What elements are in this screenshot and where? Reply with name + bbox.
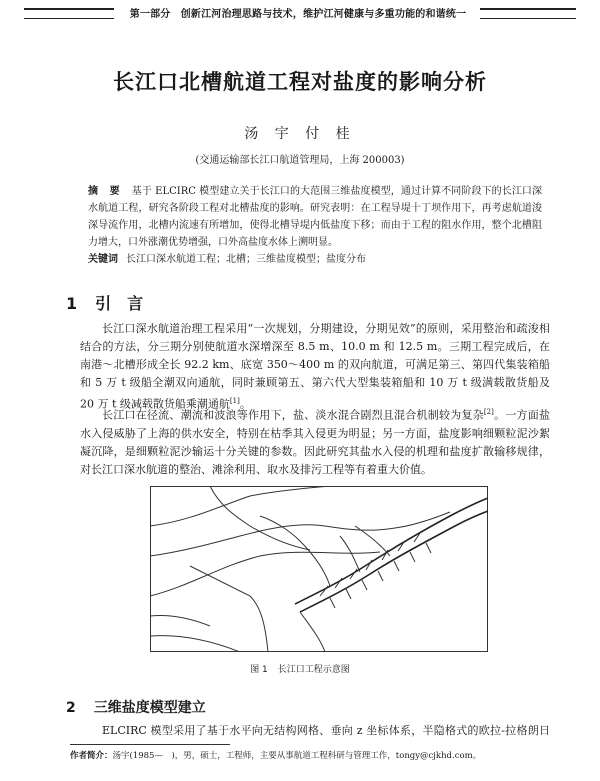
figure-number: 图 1 bbox=[250, 665, 268, 675]
keywords bbox=[88, 250, 542, 265]
section-2-paragraph-1: ELCIRC 模型采用了基于水平向无结构网格、垂向 z 坐标体系，半隐格式的欧拉-拉格朗日 bbox=[102, 724, 550, 737]
citation-1: [1] bbox=[229, 397, 240, 405]
footnote-text: 汤宇(1985— )，男，硕士，工程师，主要从事航道工程科研与管理工作，tongy@cjkhd.com。 bbox=[112, 751, 482, 761]
estuary-project-map bbox=[150, 486, 488, 652]
section-1-paragraph-1 bbox=[80, 320, 550, 414]
section-2-heading bbox=[66, 697, 206, 717]
paragraph-1-text: 长江口深水航道治理工程采用“一次规划，分期建设，分期见效”的原则，采用整治和疏浚相结合的方法，分三期分别使航道水深增深至 8.5 m、10.0 m 和 12.5 m。三期工程完成后，在南港～北槽形成全长 92.2 km、底宽 350～400 m 的双向航道，可满足第三、第四代集装箱船和 5 万 t 级船全潮双向通航，同时兼顾第五、第六代大型集装箱船和 10 万 t 级满载散货船及 20 万 t 级减载散货船乘潮通航 bbox=[80, 322, 550, 411]
author-footnote bbox=[70, 749, 550, 761]
abstract-label: 摘 要 bbox=[88, 186, 124, 197]
footnote-rule bbox=[70, 744, 230, 745]
figure-caption bbox=[0, 662, 600, 675]
paragraph-2-text-a: 长江口在径流、潮流和波浪等作用下，盐、淡水混合剧烈且混合机制较为复杂 bbox=[102, 408, 484, 422]
citation-2: [2] bbox=[483, 408, 494, 416]
abstract bbox=[88, 183, 542, 251]
keywords-label: 关键词 bbox=[88, 254, 118, 265]
section-1-number: 1 bbox=[66, 294, 78, 313]
section-2-title: 三维盐度模型建立 bbox=[93, 700, 206, 716]
running-header: 第一部分 创新江河治理思路与技术，维护江河健康与多重功能的和谐统一 bbox=[129, 9, 467, 20]
figure-caption-text: 长江口工程示意图 bbox=[277, 665, 350, 675]
footnote-label: 作者简介： bbox=[70, 751, 113, 761]
abstract-text: 基于 ELCIRC 模型建立关于长江口的大范围三维盐度模型，通过计算不同阶段下的长江口深水航道工程，研究各阶段工程对北槽盐度的影响。研究表明：在工程导堤十丁坝作用下，再考虑航道浚深导流作用，北槽内流速有所增加，使得北槽导堤内低盐度下移；而由于工程的阻水作用，整个北槽阻力增大，口外涨潮优势增强，口外高盐度水体上溯明显。 bbox=[88, 186, 542, 248]
keywords-text: 长江口深水航道工程；北槽；三维盐度模型；盐度分布 bbox=[126, 254, 366, 265]
paper-title: 长江口北槽航道工程对盐度的影响分析 bbox=[113, 69, 487, 94]
section-1-title: 引 言 bbox=[95, 294, 144, 313]
affiliation: (交通运输部长江口航道管理局，上海 200003) bbox=[195, 155, 405, 166]
header-rule-left bbox=[24, 8, 114, 19]
author-list: 汤 宇 付 桂 bbox=[244, 126, 356, 142]
section-1-paragraph-2 bbox=[80, 403, 550, 479]
header-rule-right bbox=[480, 8, 576, 19]
paragraph-2-text-b: 。一方面盐水入侵威胁了上海的供水安全，特别在枯季其入侵更为明显；另一方面，盐度影响细颗粒泥沙絮凝沉降，是细颗粒泥沙输运十分关键的参数。因此研究其盐水入侵的机理和盐度扩散输移规律，对长江口深水航道的整治、滩涂利用、取水及排污工程等有着重大价值。 bbox=[80, 408, 551, 476]
section-2-number: 2 bbox=[66, 700, 76, 716]
paragraph-1-end: 。 bbox=[239, 397, 251, 411]
section-1-heading bbox=[66, 291, 143, 314]
